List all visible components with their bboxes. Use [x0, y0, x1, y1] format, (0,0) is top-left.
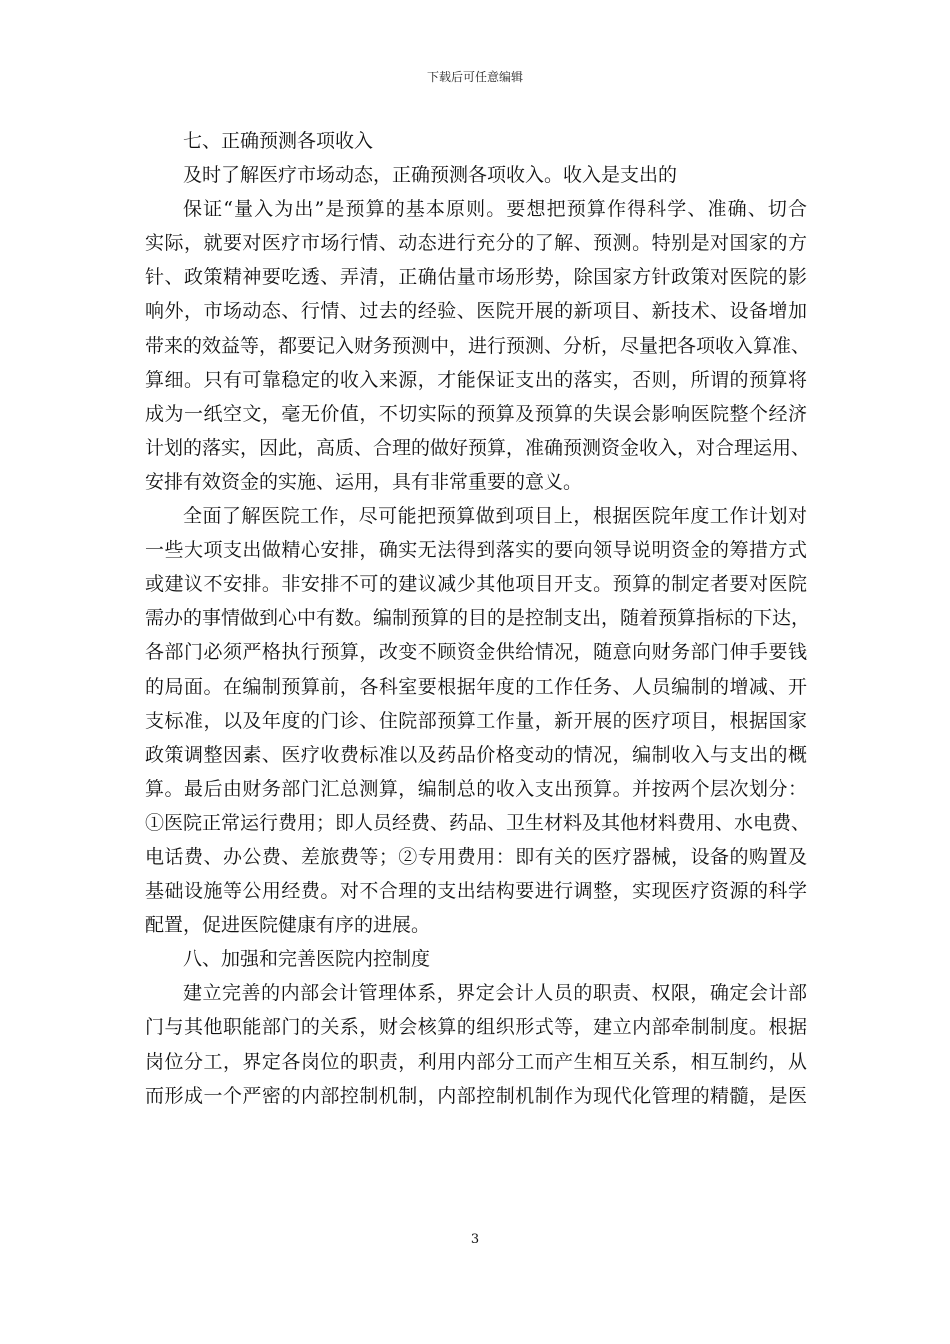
- text-line: 带来的效益等，都要记入财务预测中，进行预测、分析，尽量把各项收入算准、: [145, 334, 811, 357]
- text-line: 或建议不安排。非安排不可的建议减少其他项目开支。预算的制定者要对医院: [145, 573, 807, 596]
- text-line: 响外，市场动态、行情、过去的经验、医院开展的新项目、新技术、设备增加: [145, 300, 807, 323]
- text-line: 及时了解医疗市场动态，正确预测各项收入。收入是支出的: [183, 164, 678, 187]
- text-line: 电话费、办公费、差旅费等；②专用费用：即有关的医疗器械，设备的购置及: [145, 845, 807, 868]
- text-line: 基础设施等公用经费。对不合理的支出结构要进行调整，实现医疗资源的科学: [145, 880, 807, 903]
- text-line: 支标准，以及年度的门诊、住院部预算工作量，新开展的医疗项目，根据国家: [145, 709, 807, 732]
- text-line: 政策调整因素、医疗收费标准以及药品价格变动的情况，编制收入与支出的概: [145, 743, 807, 766]
- text-line: ①医院正常运行费用；即人员经费、药品、卫生材料及其他材料费用、水电费、: [145, 811, 811, 834]
- text-line: 安排有效资金的实施、运用，具有非常重要的意义。: [145, 470, 583, 493]
- section-heading: 七、正确预测各项收入: [183, 130, 374, 152]
- text-line: 建立完善的内部会计管理体系，界定会计人员的职责、权限，确定会计部: [183, 982, 807, 1005]
- text-line: 各部门必须严格执行预算，改变不顾资金供给情况，随意向财务部门伸手要钱: [145, 641, 807, 664]
- section-heading: 八、加强和完善医院内控制度: [183, 948, 431, 971]
- page-header: 下载后可任意编辑: [426, 70, 523, 84]
- body-text: [145, 124, 811, 1113]
- text-line: 算。最后由财务部门汇总测算，编制总的收入支出预算。并按两个层次划分：: [145, 777, 807, 800]
- text-line: 需办的事情做到心中有数。编制预算的目的是控制支出，随着预算指标的下达，: [145, 607, 811, 630]
- text-line: 实际，就要对医疗市场行情、动态进行充分的了解、预测。特别是对国家的方: [145, 232, 807, 255]
- text-line: 配置，促进医院健康有序的进展。: [145, 914, 431, 937]
- text-line: 全面了解医院工作，尽可能把预算做到项目上，根据医院年度工作计划对: [183, 505, 807, 528]
- text-line: 保证“量入为出”是预算的基本原则。要想把预算作得科学、准确、切合: [183, 198, 807, 221]
- text-line: 的局面。在编制预算前，各科室要根据年度的工作任务、人员编制的增减、开: [145, 675, 807, 698]
- page-number: 3: [470, 1232, 480, 1247]
- text-line: 成为一纸空文，毫无价值，不切实际的预算及预算的失误会影响医院整个经济: [145, 402, 807, 425]
- text-line: 一些大项支出做精心安排，确实无法得到落实的要向领导说明资金的筹措方式: [145, 539, 807, 562]
- text-line: 岗位分工，界定各岗位的职责，利用内部分工而产生相互关系，相互制约，从: [145, 1050, 807, 1073]
- text-line: 算细。只有可靠稳定的收入来源，才能保证支出的落实，否则，所谓的预算将: [145, 368, 807, 391]
- text-line: 针、政策精神要吃透、弄清，正确估量市场形势，除国家方针政策对医院的影: [145, 266, 807, 289]
- text-line: 计划的落实，因此，高质、合理的做好预算，准确预测资金收入，对合理运用、: [145, 436, 811, 459]
- text-line: 门与其他职能部门的关系，财会核算的组织形式等，建立内部牵制制度。根据: [145, 1016, 807, 1039]
- text-line: 而形成一个严密的内部控制机制，内部控制机制作为现代化管理的精髓，是医: [145, 1084, 807, 1107]
